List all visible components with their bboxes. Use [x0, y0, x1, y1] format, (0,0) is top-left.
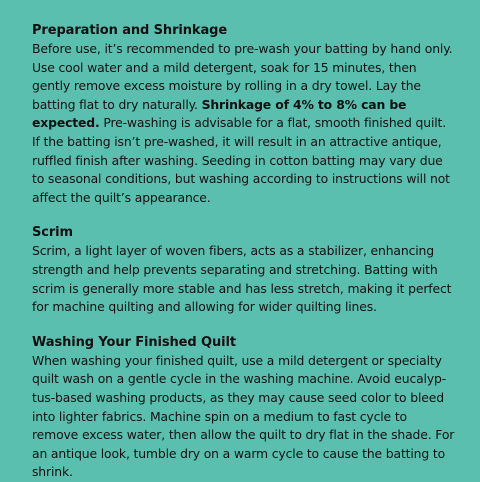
- section-heading-washing: Washing Your Finished Quilt: [32, 334, 236, 350]
- shrinkage-highlight: Shrinkage of 4% to 8% can be expected.: [32, 96, 407, 131]
- section-heading-scrim: Scrim: [32, 225, 73, 241]
- preparation-text-start: Before use, it’s recommended to pre-wash your batting by hand only. Use cool water and a mild detergent, soak for 15 minutes, then gently remove excess moisture by rolling in a dry towel. Lay the batting flat to dry naturally.: [32, 41, 453, 112]
- preparation-text-end: Pre-washing is advisable for a flat, smooth finished quilt. If the batting isn’t pre-washed, it will result in an attractive antique, ruffled finish after washing. Seeding in cotton batting may vary due to seasonal conditions, but washing according to instructions will not affect the quilt’s appearance.: [32, 115, 450, 205]
- section-washing-finished-quilt: [32, 334, 456, 482]
- section-body-scrim: Scrim, a light layer of woven fibers, acts as a stabilizer, enhancing strength and help prevents separating and stretching. Batting with scrim is generally more stable and has less stretch, making it perfect for machine quilting and allowing for wider quilting lines.: [32, 243, 452, 315]
- section-heading-preparation: Preparation and Shrinkage: [32, 23, 228, 38]
- section-body-washing: When washing your finished quilt, use a mild detergent or specialty quilt wash on a gentle cycle in the washing machine. Avoid eucalyp-tus-based washing products, as they may cause seed color to bleed into lighter fabrics. Machine spin on a medium to fast cycle to remove excess water, then allow the quilt to dry flat in the shade. For an antique look, tumble dry on a warm cycle to cause the batting to shrink.: [32, 352, 455, 480]
- section-body-preparation: [32, 40, 456, 207]
- section-scrim: [32, 224, 456, 316]
- section-preparation-and-shrinkage: [32, 22, 456, 207]
